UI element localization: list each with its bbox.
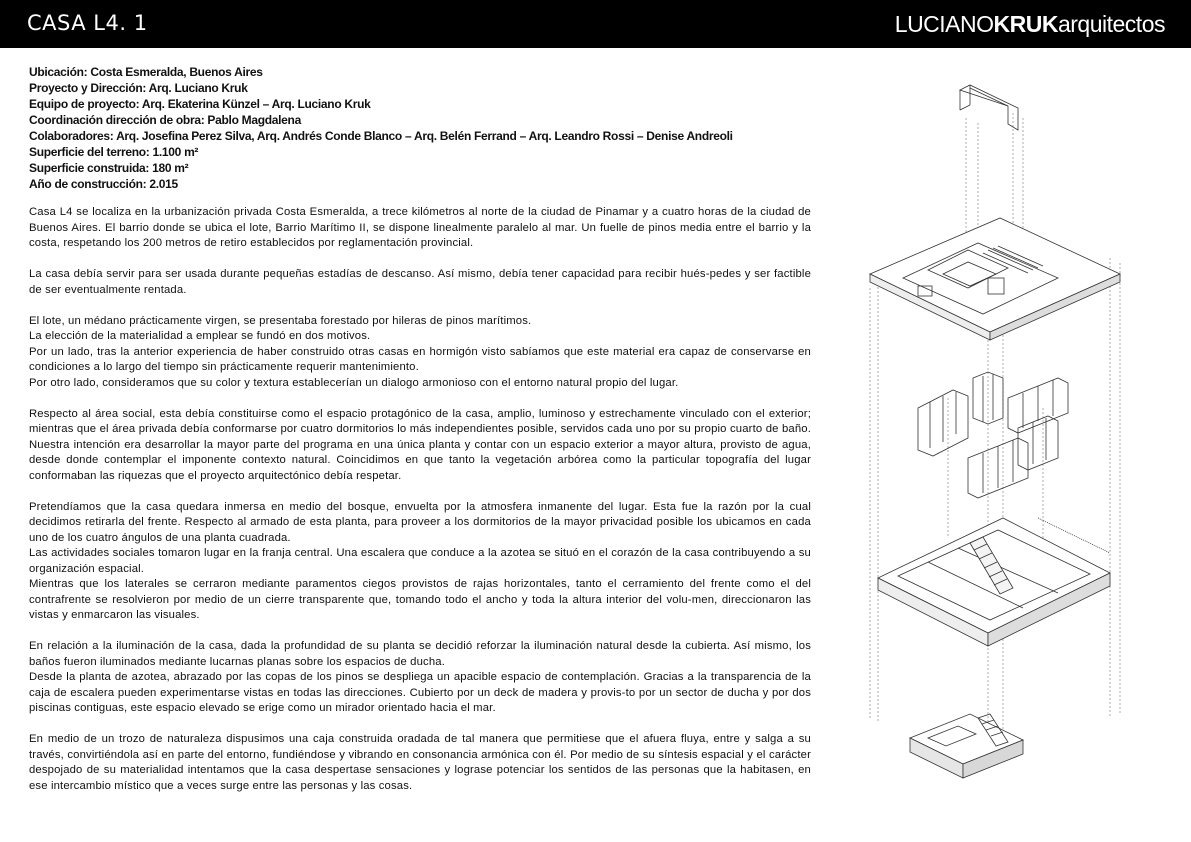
- credit-coordination: Coordinación dirección de obra: Pablo Magdalena: [29, 113, 301, 127]
- project-credits: [29, 64, 811, 192]
- paragraph-line: La elección de la materialidad a emplear se fundó en dos motivos.: [29, 330, 371, 342]
- credit-year: Año de construcción: 2.015: [29, 177, 178, 191]
- paragraph-line: Casa L4 se localiza en la urbanización privada Costa Esmeralda, a trece kilómetros al norte de la ciudad de Pinamar y a cuatro horas de la ciudad de Buenos Aires. El barrio donde se ubica el lote, Barrio Marítimo II, se dispone linealmente paralelo al mar. Un fuelle de pinos media entre el barrio y la costa, respetando los 200 metros de retiro establecidos por reglamentación provincial.: [29, 206, 811, 249]
- paragraph: [29, 639, 811, 717]
- credit-lot-area: Superficie del terreno: 1.100 m²: [29, 145, 199, 159]
- brand-logo: [895, 11, 1165, 38]
- brand-logo-part: LUCIANO: [894, 11, 994, 37]
- text-column: [29, 64, 811, 810]
- header-bar: [0, 0, 1191, 48]
- interior-walls: [918, 372, 1068, 498]
- credit-built-area: Superficie construida: 180 m²: [29, 161, 189, 175]
- paragraph: [29, 407, 811, 485]
- paragraph: [29, 500, 811, 624]
- paragraph: [29, 205, 811, 252]
- paragraph: [29, 267, 811, 298]
- paragraph-line: Por un lado, tras la anterior experiencia de haber construido otras casas en hormigón visto sabíamos que este material era capaz de conservarse en condiciones a lo largo del tiempo sin prácticamente requerir mantenimiento.: [29, 345, 811, 373]
- main-floor-slab: [878, 518, 1110, 646]
- paragraph-line: Pretendíamos que la casa quedara inmersa en medio del bosque, envuelta por la atmosfera inmanente del lugar. Esta fue la razón por la cual decidimos retirarla del frente. Respecto al armado de esta planta, para proveer a los dormitorios de la mayor privacidad posible los ubicamos en cada uno de los cuatro ángulos de una planta cuadrada.: [29, 500, 811, 544]
- paragraph-line: En medio de un trozo de naturaleza dispusimos una caja construida oradada de tal manera que permitiese que el afuera fluya, entre y salga a su través, convirtiéndola así en parte del entorno, fundiéndose y vibrando en consonancia armónica con él. Por medio de su síntesis espacial y el carácter despojado de su materialidad intentamos que la casa despertase sensaciones y lograse potenciar los sentidos de las personas que la habitasen, en ese intercambio místico que a veces surge entre las personas y las cosas.: [29, 733, 811, 792]
- description-text: [29, 205, 811, 794]
- paragraph: [29, 314, 811, 392]
- paragraph-line: El lote, un médano prácticamente virgen, se presentaba forestado por hileras de pinos marítimos.: [29, 314, 532, 327]
- paragraph-line: Respecto al área social, esta debía constituirse como el espacio protagónico de la casa, amplio, luminoso y estrechamente vinculado con el exterior; mientras que el área privada debía conformarse por cuatro dormitorios lo más independientes posible, servidos cada uno por su propio cuarto de baño. Nuestra intención era desarrollar la mayor parte del programa en una única planta y contar con un espacio exterior a mayor altura, provisto de agua, desde donde contemplar el imponente contexto natural. Coincidimos en que tanto la vegetación arbórea como la particular topografía del lugar conformaban las riquezas que el proyecto arquitectónico debía respetar.: [29, 407, 811, 482]
- credit-location: Ubicación: Costa Esmeralda, Buenos Aires: [29, 65, 263, 79]
- brand-logo-part: arquitectos: [1057, 11, 1165, 37]
- paragraph-line: Las actividades sociales tomaron lugar en la franja central. Una escalera que conduce a la azotea se situó en el corazón de la casa contribuyendo a su organización espacial.: [29, 547, 811, 575]
- foundation-box: [910, 714, 1023, 778]
- credit-direction: Proyecto y Dirección: Arq. Luciano Kruk: [29, 81, 248, 95]
- credit-team: Equipo de proyecto: Arq. Ekaterina Künzel – Arq. Luciano Kruk: [29, 97, 371, 111]
- project-title: CASA L4. 1: [27, 11, 148, 35]
- roof-slab: [870, 218, 1120, 340]
- stair-tower: [960, 85, 1018, 130]
- paragraph-line: Desde la planta de azotea, abrazado por las copas de los pinos se despliega un apacible espacio de contemplación. Gracias a la transparencia de la caja de escalera pueden experimentarse vistas en todas las direcciones. Cubierto por un deck de madera y provis-to por un sector de ducha y por dos piscinas contiguas, este espacio elevado se erige como un mirador orientado hacia el mar.: [29, 671, 811, 714]
- exploded-axonometric-drawing: [858, 78, 1128, 788]
- paragraph-line: Mientras que los laterales se cerraron mediante paramentos ciegos provistos de rajas horizontales, tanto el cerramiento del frente como el del contrafrente se resolvieron por medio de un cierre transparente que, tomando todo el ancho y toda la altura interior del volu-men, direccionaron las vistas y enmarcaron las visuales.: [29, 578, 811, 621]
- guide-lines: [870, 113, 1120, 768]
- paragraph: [29, 732, 811, 794]
- paragraph-line: La casa debía servir para ser usada durante pequeñas estadías de descanso. Así mismo, debía tener capacidad para recibir hués-pedes y ser factible de ser eventualmente rentada.: [29, 268, 811, 296]
- credit-collaborators: Colaboradores: Arq. Josefina Perez Silva, Arq. Andrés Conde Blanco – Arq. Belén Ferrand – Arq. Leandro Rossi – Denise Andreoli: [29, 129, 733, 143]
- paragraph-line: En relación a la iluminación de la casa, dada la profundidad de su planta se decidió reforzar la iluminación natural desde la cubierta. Así mismo, los baños fueron iluminados mediante lucarnas planas sobre los espacios de ducha.: [29, 640, 811, 668]
- brand-logo-part: KRUK: [993, 11, 1058, 37]
- paragraph-line: Por otro lado, consideramos que su color y textura establecerían un dialogo armonioso con el entorno natural propio del lugar.: [29, 376, 679, 389]
